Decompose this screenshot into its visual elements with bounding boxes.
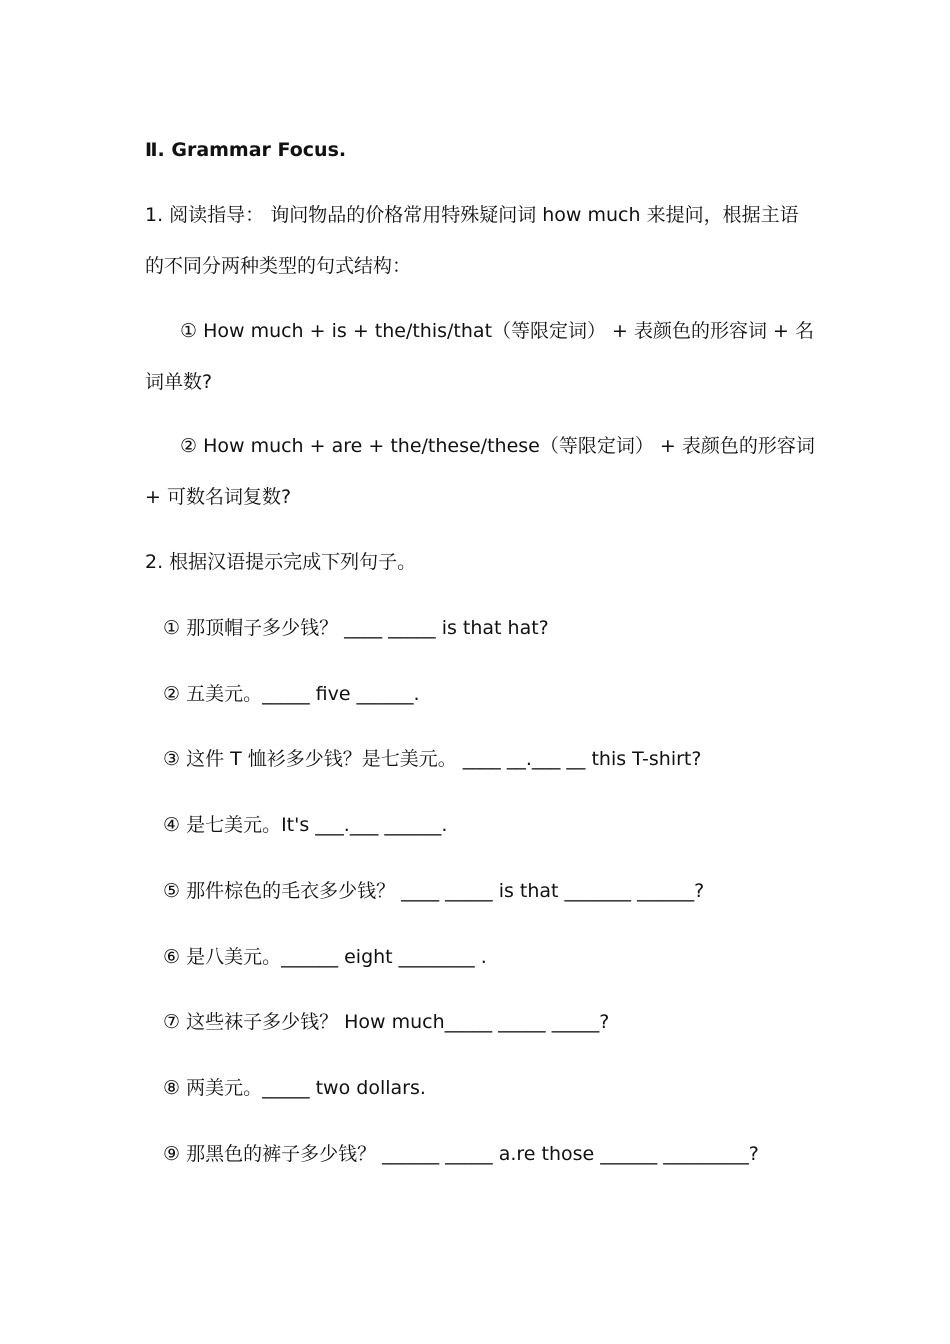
exercise-item-5: ⑤ 那件棕色的毛衣多少钱？ ____ _____ is that _______ ______?: [163, 880, 705, 902]
reading-guide-line-2: 的不同分两种类型的句式结构：: [145, 255, 412, 277]
rule-1-line-2: 词单数?: [145, 371, 213, 393]
exercise-item-6: ⑥ 是八美元。______ eight ________ .: [163, 946, 487, 968]
section-heading: Ⅱ. Grammar Focus.: [145, 139, 347, 161]
rule-2-line-2: + 可数名词复数?: [145, 486, 292, 508]
exercise-item-1: ① 那顶帽子多少钱？ ____ _____ is that hat?: [163, 617, 549, 639]
exercise-item-4: ④ 是七美元。It's ___.___ ______.: [163, 814, 448, 836]
exercise-item-3: ③ 这件 T 恤衫多少钱？是七美元。 ____ __.___ __ this T-shirt?: [163, 748, 702, 770]
exercise-title: 2. 根据汉语提示完成下列句子。: [145, 551, 417, 573]
exercise-item-2: ② 五美元。_____ five ______.: [163, 683, 420, 705]
exercise-item-8: ⑧ 两美元。_____ two dollars.: [163, 1077, 426, 1099]
exercise-item-9: ⑨ 那黑色的裤子多少钱？ ______ _____ a.re those ______ _________?: [163, 1143, 759, 1165]
rule-2-line-1: ② How much + are + the/these/these（等限定词） + 表颜色的形容词: [180, 435, 815, 457]
rule-1-line-1: ① How much + is + the/this/that（等限定词） + 表颜色的形容词 + 名: [180, 320, 815, 342]
exercise-item-7: ⑦ 这些袜子多少钱？ How much_____ _____ _____?: [163, 1011, 610, 1033]
reading-guide-line-1: 1. 阅读指导： 询问物品的价格常用特殊疑问词 how much 来提问，根据主语: [145, 204, 799, 226]
